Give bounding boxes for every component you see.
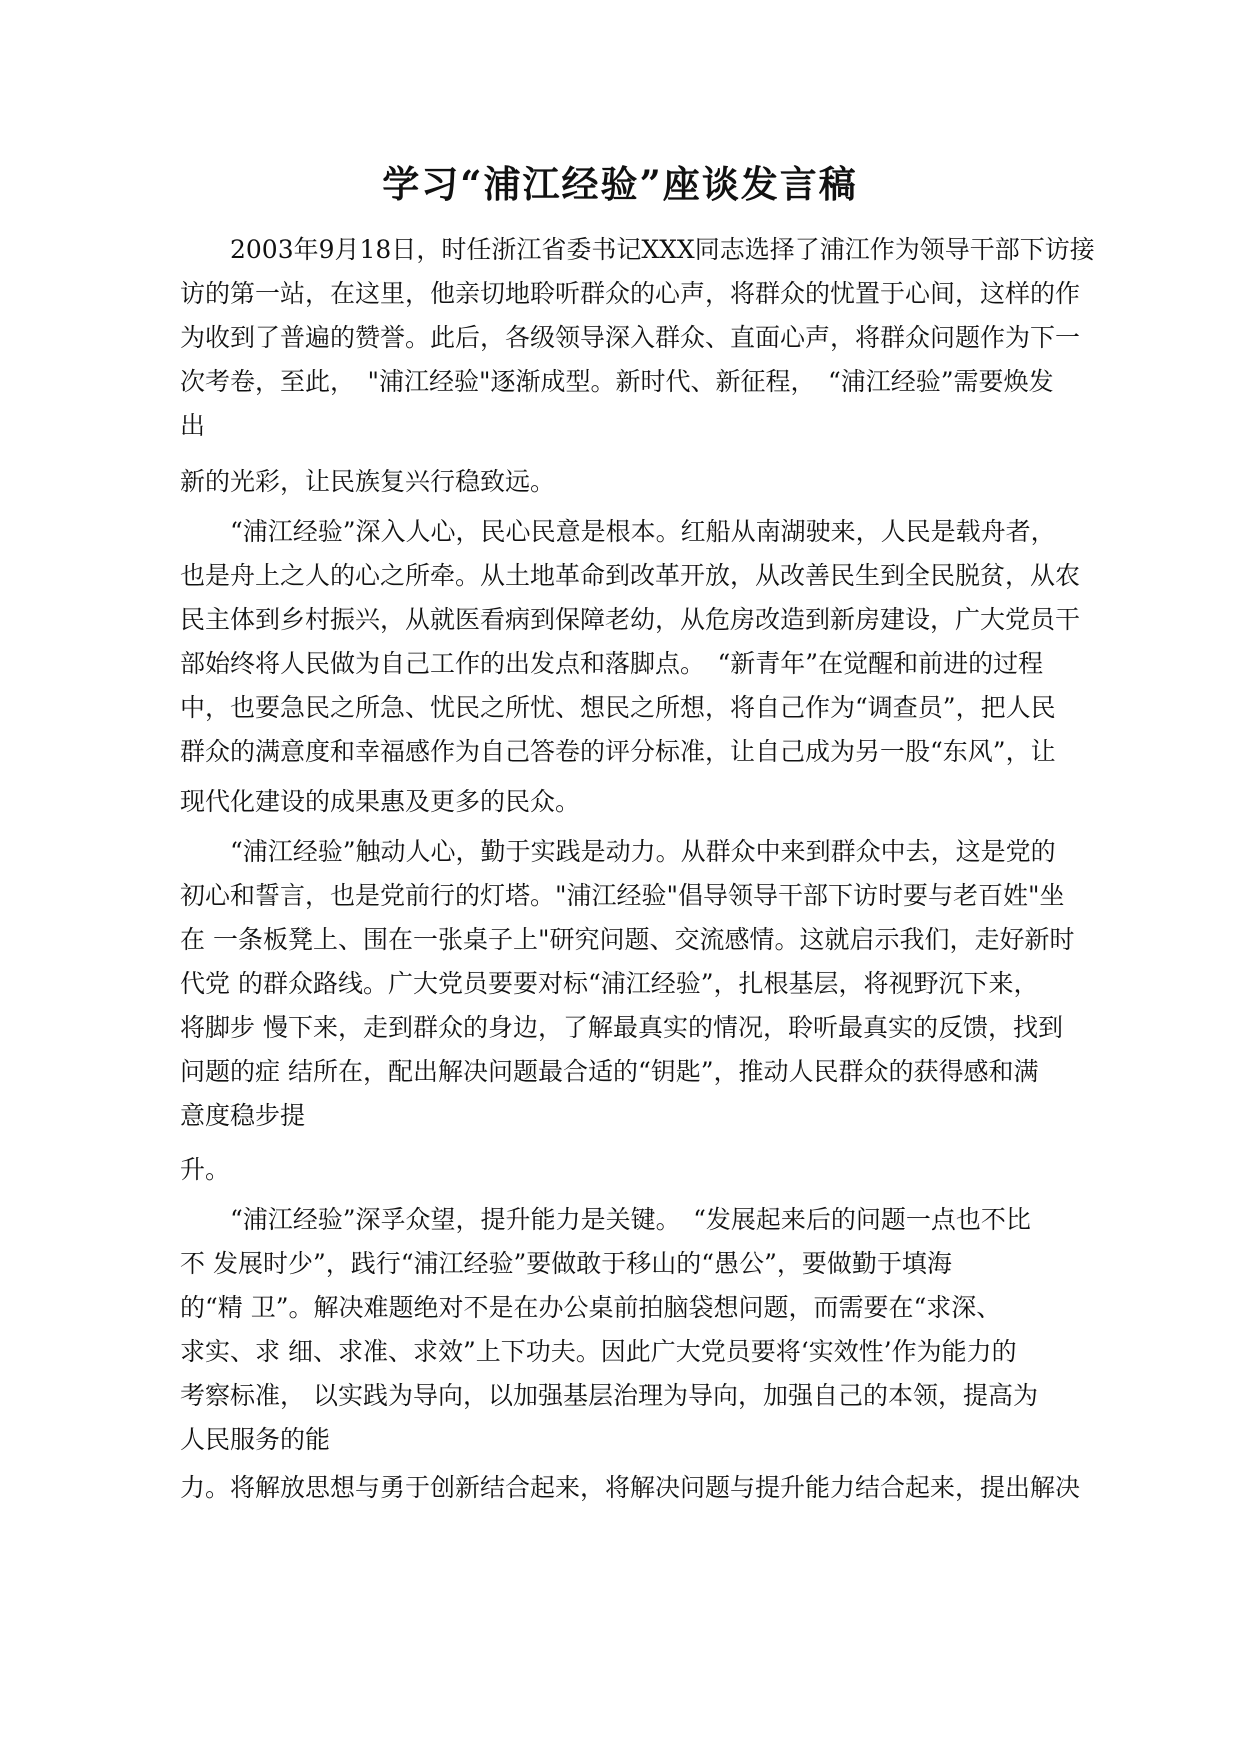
paragraph-1-continuation bbox=[180, 460, 1080, 504]
paragraph-line: 民主体到乡村振兴，从就医看病到保障老幼，从危房改造到新房建设，广大党员干 bbox=[180, 605, 1081, 634]
paragraph-line: 也是舟上之人的心之所牵。从土地革命到改革开放，从改善民生到全民脱贫，从农 bbox=[180, 561, 1081, 590]
paragraph-line: 力。将解放思想与勇于创新结合起来，将解决问题与提升能力结合起来，提出解决 bbox=[180, 1473, 1081, 1502]
paragraph-line: 人民服务的能 bbox=[180, 1425, 331, 1454]
paragraph-line: 新的光彩，让民族复兴行稳致远。 bbox=[180, 467, 556, 496]
paragraph-line: 现代化建设的成果惠及更多的民众。 bbox=[180, 787, 581, 816]
paragraph-line: 求实、求 细、求准、求效”上下功夫。因此广大党员要将‘实效性’作为能力的 bbox=[180, 1337, 1017, 1366]
paragraph-3-continuation bbox=[180, 1148, 1080, 1192]
paragraph-4-continuation bbox=[180, 1466, 1080, 1510]
paragraph-4 bbox=[180, 1198, 1080, 1462]
paragraph-2 bbox=[180, 510, 1080, 774]
paragraph-line: 升。 bbox=[180, 1155, 231, 1184]
document-title: 学习“浦江经验”座谈发言稿 bbox=[382, 162, 858, 206]
paragraph-line: 不 发展时少”，践行“浦江经验”要做敢于移山的“愚公”，要做勤于填海 bbox=[180, 1249, 952, 1278]
paragraph-line: 访的第一站，在这里，他亲切地聆听群众的心声，将群众的忧置于心间，这样的作 bbox=[180, 279, 1081, 308]
paragraph-line: 考察标准， 以实践为导向，以加强基层治理为导向，加强自己的本领，提高为 bbox=[180, 1381, 1038, 1410]
paragraph-line: 部始终将人民做为自己工作的出发点和落脚点。 “新青年”在觉醒和前进的过程 bbox=[180, 649, 1044, 678]
paragraph-line: 中，也要急民之所急、忧民之所忧、想民之所想，将自己作为“调查员”，把人民 bbox=[180, 693, 1056, 722]
paragraph-line: “浦江经验”深孚众望，提升能力是关键。 “发展起来后的问题一点也不比 bbox=[230, 1205, 1031, 1234]
paragraph-line: 意度稳步提 bbox=[180, 1101, 306, 1130]
paragraph-2-continuation bbox=[180, 780, 1080, 824]
paragraph-line: 的“精 卫”。解决难题绝对不是在办公桌前拍脑袋想问题，而需要在“求深、 bbox=[180, 1293, 1002, 1322]
paragraph-3 bbox=[180, 830, 1080, 1138]
paragraph-line: 在 一条板凳上、围在一张桌子上"研究问题、交流感情。这就启示我们，走好新时 bbox=[180, 925, 1075, 954]
paragraph-line: 群众的满意度和幸福感作为自己答卷的评分标准，让自己成为另一股“东风”，让 bbox=[180, 737, 1056, 766]
paragraph-line: 问题的症 结所在，配出解决问题最合适的“钥匙”，推动人民群众的获得感和满 bbox=[180, 1057, 1039, 1086]
paragraph-1 bbox=[180, 228, 1095, 448]
paragraph-line: 代党 的群众路线。广大党员要要对标“浦江经验”，扎根基层，将视野沉下来， bbox=[180, 969, 1039, 998]
paragraph-line: 初心和誓言，也是党前行的灯塔。"浦江经验"倡导领导干部下访时要与老百姓"坐 bbox=[180, 881, 1065, 910]
paragraph-line: 次考卷，至此， "浦江经验"逐渐成型。新时代、新征程， “浦江经验”需要焕发 bbox=[180, 367, 1054, 396]
paragraph-line: “浦江经验”触动人心，勤于实践是动力。从群众中来到群众中去，这是党的 bbox=[230, 837, 1056, 866]
paragraph-line: 出 bbox=[180, 411, 206, 440]
paragraph-line: 2003年9月18日，时任浙江省委书记XXX同志选择了浦江作为领导干部下访接 bbox=[230, 235, 1095, 264]
paragraph-line: “浦江经验”深入人心，民心民意是根本。红船从南湖驶来，人民是载舟者， bbox=[230, 517, 1056, 546]
paragraph-line: 为收到了普遍的赞誉。此后，各级领导深入群众、直面心声，将群众问题作为下一 bbox=[180, 323, 1081, 352]
paragraph-line: 将脚步 慢下来，走到群众的身边，了解最真实的情况，聆听最真实的反馈，找到 bbox=[180, 1013, 1063, 1042]
